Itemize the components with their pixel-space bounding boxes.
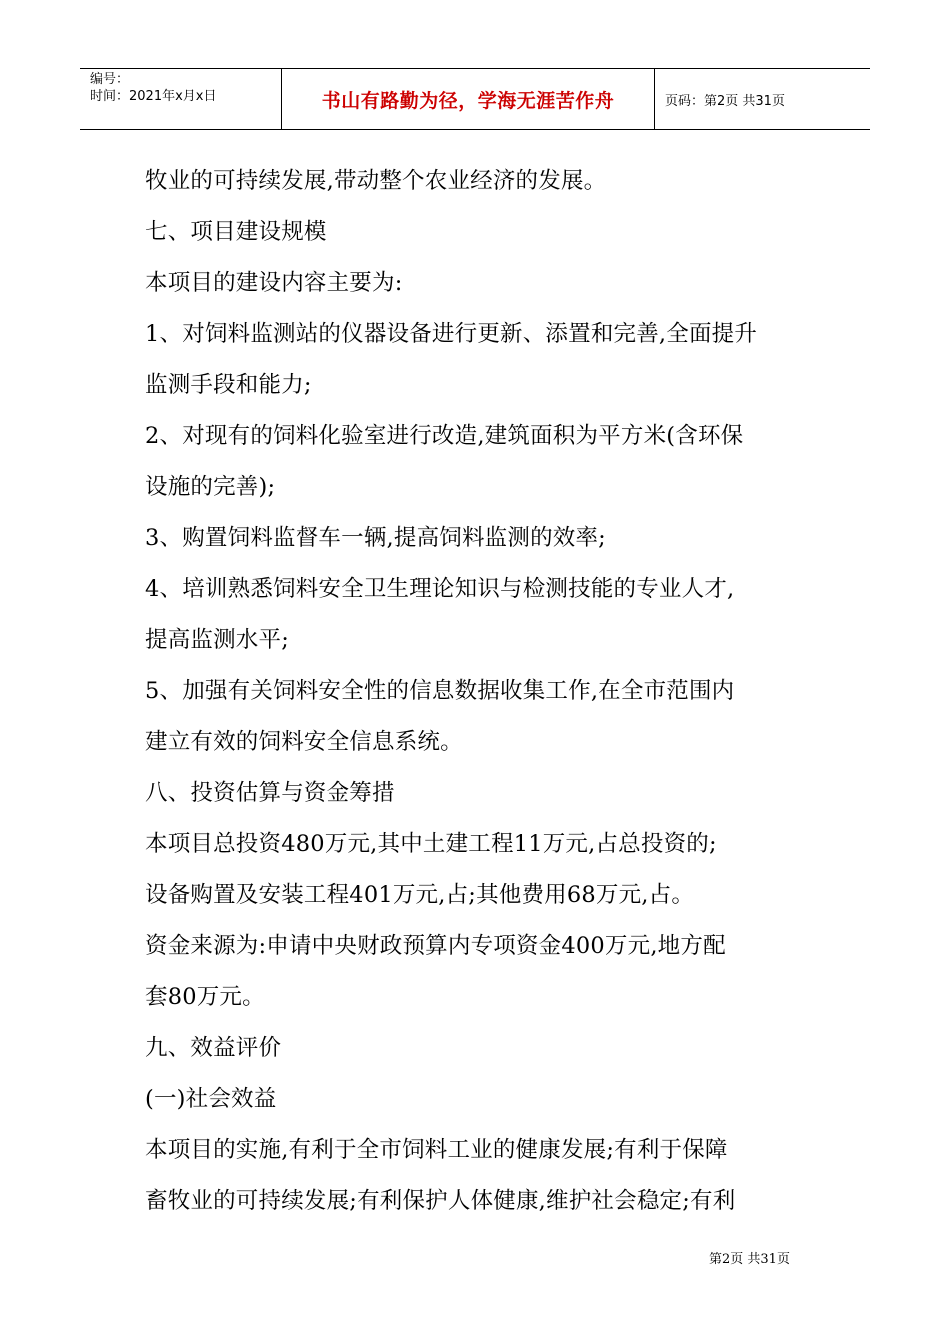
section-heading: 九、效益评价 (145, 1035, 282, 1061)
list-item: 2、对现有的饲料化验室进行改造,建筑面积为平方米(含环保 (145, 423, 744, 449)
body-line: 套80万元。 (145, 984, 265, 1010)
date-line: 时间：2021年x月x日 (90, 89, 217, 104)
body-line: 本项目的实施,有利于全市饲料工业的健康发展;有利于保障 (145, 1137, 728, 1163)
header-motto: 书山有路勤为径，学海无涯苦作舟 (282, 69, 655, 129)
section-heading: 七、项目建设规模 (145, 219, 327, 245)
body-line: 牧业的可持续发展,带动整个农业经济的发展。 (145, 168, 607, 194)
header-page-info: 页码：第2页 共31页 (665, 93, 785, 109)
list-item-continuation: 设施的完善); (145, 474, 276, 500)
body-line: 资金来源为:申请中央财政预算内专项资金400万元,地方配 (145, 933, 726, 959)
page-header (80, 68, 870, 130)
body-line: 本项目总投资480万元,其中土建工程11万元,占总投资的; (145, 831, 717, 857)
list-item-continuation: 提高监测水平; (145, 627, 289, 653)
page-footer: 第2页 共31页 (709, 1252, 790, 1267)
subsection-heading: (一)社会效益 (145, 1086, 277, 1112)
list-item-continuation: 建立有效的饲料安全信息系统。 (145, 729, 463, 755)
body-line: 设备购置及安装工程401万元,占;其他费用68万元,占。 (145, 882, 695, 908)
list-item: 1、对饲料监测站的仪器设备进行更新、添置和完善,全面提升 (145, 321, 758, 347)
list-item: 3、购置饲料监督车一辆,提高饲料监测的效率; (145, 525, 606, 551)
body-line: 畜牧业的可持续发展;有利保护人体健康,维护社会稳定;有利 (145, 1188, 736, 1214)
serial-number-label: 编号： (90, 72, 130, 87)
header-meta-cell (80, 69, 282, 129)
list-item: 4、培训熟悉饲料安全卫生理论知识与检测技能的专业人才, (145, 576, 735, 602)
list-item: 5、加强有关饲料安全性的信息数据收集工作,在全市范围内 (145, 678, 735, 704)
body-line: 本项目的建设内容主要为: (145, 270, 403, 296)
section-heading: 八、投资估算与资金筹措 (145, 780, 395, 806)
document-body (145, 156, 815, 1227)
list-item-continuation: 监测手段和能力; (145, 372, 312, 398)
